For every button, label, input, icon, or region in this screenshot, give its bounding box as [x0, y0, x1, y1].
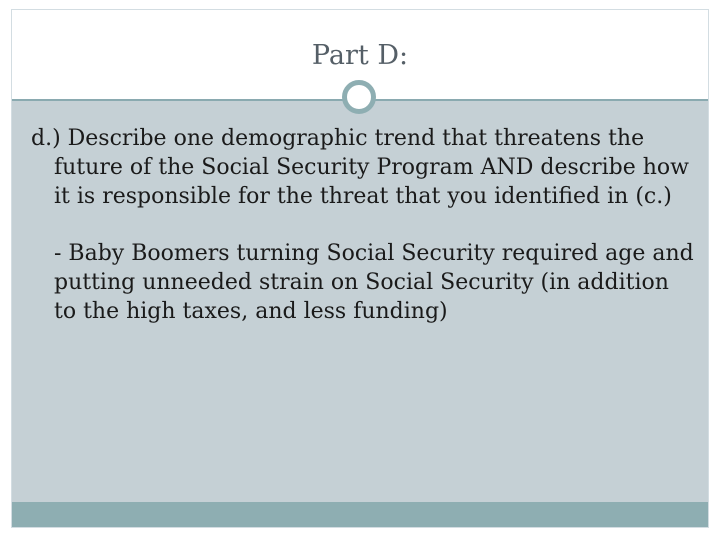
- answer-text: - Baby Boomers turning Social Security required age and putting unneeded strain on Social Security (in addition to the high taxes, and less funding): [54, 241, 694, 324]
- slide-frame: [11, 9, 709, 528]
- slide-title: Part D:: [311, 40, 409, 71]
- slide-content: [31, 124, 697, 326]
- bottom-accent-band: [12, 502, 708, 527]
- question-text: d.) Describe one demographic trend that threatens the future of the Social Security Program AND describe how it is responsible for the threat that you identified in (c.): [31, 126, 689, 209]
- decorative-circle-icon: [342, 80, 376, 114]
